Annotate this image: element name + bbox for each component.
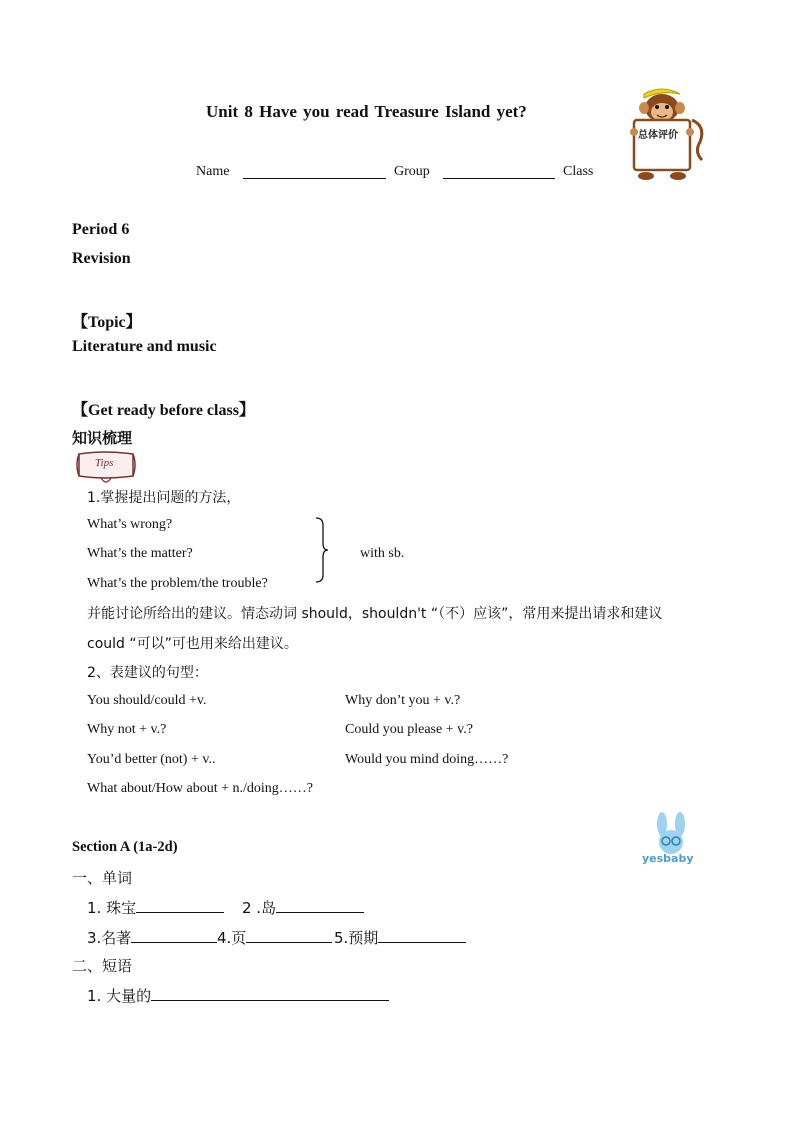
word-prompt: 3.名著 [87, 929, 132, 947]
answer-blank[interactable] [151, 986, 389, 1001]
phrases-heading: 二、短语 [72, 957, 133, 975]
point1-paragraph-line1: 并能讨论所给出的建议。情态动词 should，shouldn't “（不）应该”，常用来提出请求和建议 [87, 606, 663, 622]
question-line: What’s the matter? [87, 546, 193, 561]
monkey-evaluation-badge [622, 86, 706, 182]
question-line: What’s the problem/the trouble? [87, 576, 268, 591]
suggestion-pattern: What about/How about + n./doing……? [87, 781, 314, 796]
point1-paragraph-line2: could “可以”可也用来给出建议。 [87, 636, 298, 652]
suggestion-pattern: You’d better (not) + v.. [87, 752, 216, 767]
answer-blank[interactable] [378, 928, 466, 943]
suggestion-pattern: You should/could +v. [87, 693, 207, 708]
word-prompt: 2 .岛 [242, 899, 277, 917]
get-ready-heading: 【Get ready before class】 [72, 402, 255, 419]
logo-text: yesbaby [642, 852, 694, 865]
name-blank[interactable] [243, 164, 386, 184]
word-item [242, 897, 364, 918]
knowledge-sorting-heading: 知识梳理 [72, 429, 133, 447]
badge-text: 总体评价 [638, 130, 678, 141]
words-heading: 一、单词 [72, 869, 133, 887]
page-title: Unit 8 Have you read Treasure Island yet? [206, 102, 527, 121]
word-item [87, 927, 217, 948]
topic-heading: 【Topic】 [72, 314, 142, 331]
word-item [334, 927, 466, 948]
group-label: Group [394, 164, 430, 179]
answer-blank[interactable] [246, 928, 332, 943]
name-label: Name [196, 164, 230, 179]
point2-intro: 2、表建议的句型： [87, 665, 208, 681]
tips-banner [75, 450, 137, 486]
phrase-prompt: 1. 大量的 [87, 987, 152, 1005]
revision-heading: Revision [72, 250, 131, 267]
question-line: What’s wrong? [87, 517, 173, 532]
word-item [87, 897, 224, 918]
tips-label: Tips [95, 457, 114, 469]
suggestion-pattern: Could you please + v.? [345, 722, 473, 737]
period-heading: Period 6 [72, 221, 130, 238]
answer-blank[interactable] [276, 898, 364, 913]
answer-blank[interactable] [131, 928, 217, 943]
suggestion-pattern: Why don’t you + v.? [345, 693, 461, 708]
section-a-heading: Section A (1a-2d) [72, 839, 178, 855]
word-prompt: 5.预期 [334, 929, 379, 947]
word-item [217, 927, 332, 948]
suggestion-pattern: Would you mind doing……? [345, 752, 509, 767]
right-brace-icon [314, 517, 330, 588]
point1-intro: 1.掌握提出问题的方法， [87, 490, 241, 506]
group-blank[interactable] [443, 164, 555, 184]
topic-text: Literature and music [72, 338, 217, 355]
class-label: Class [563, 164, 594, 179]
phrase-item [87, 985, 389, 1006]
answer-blank[interactable] [136, 898, 224, 913]
yesbaby-logo [640, 812, 702, 870]
word-prompt: 1. 珠宝 [87, 899, 137, 917]
suggestion-pattern: Why not + v.? [87, 722, 167, 737]
brace-suffix: with sb. [360, 546, 405, 561]
word-prompt: 4.页 [217, 929, 247, 947]
